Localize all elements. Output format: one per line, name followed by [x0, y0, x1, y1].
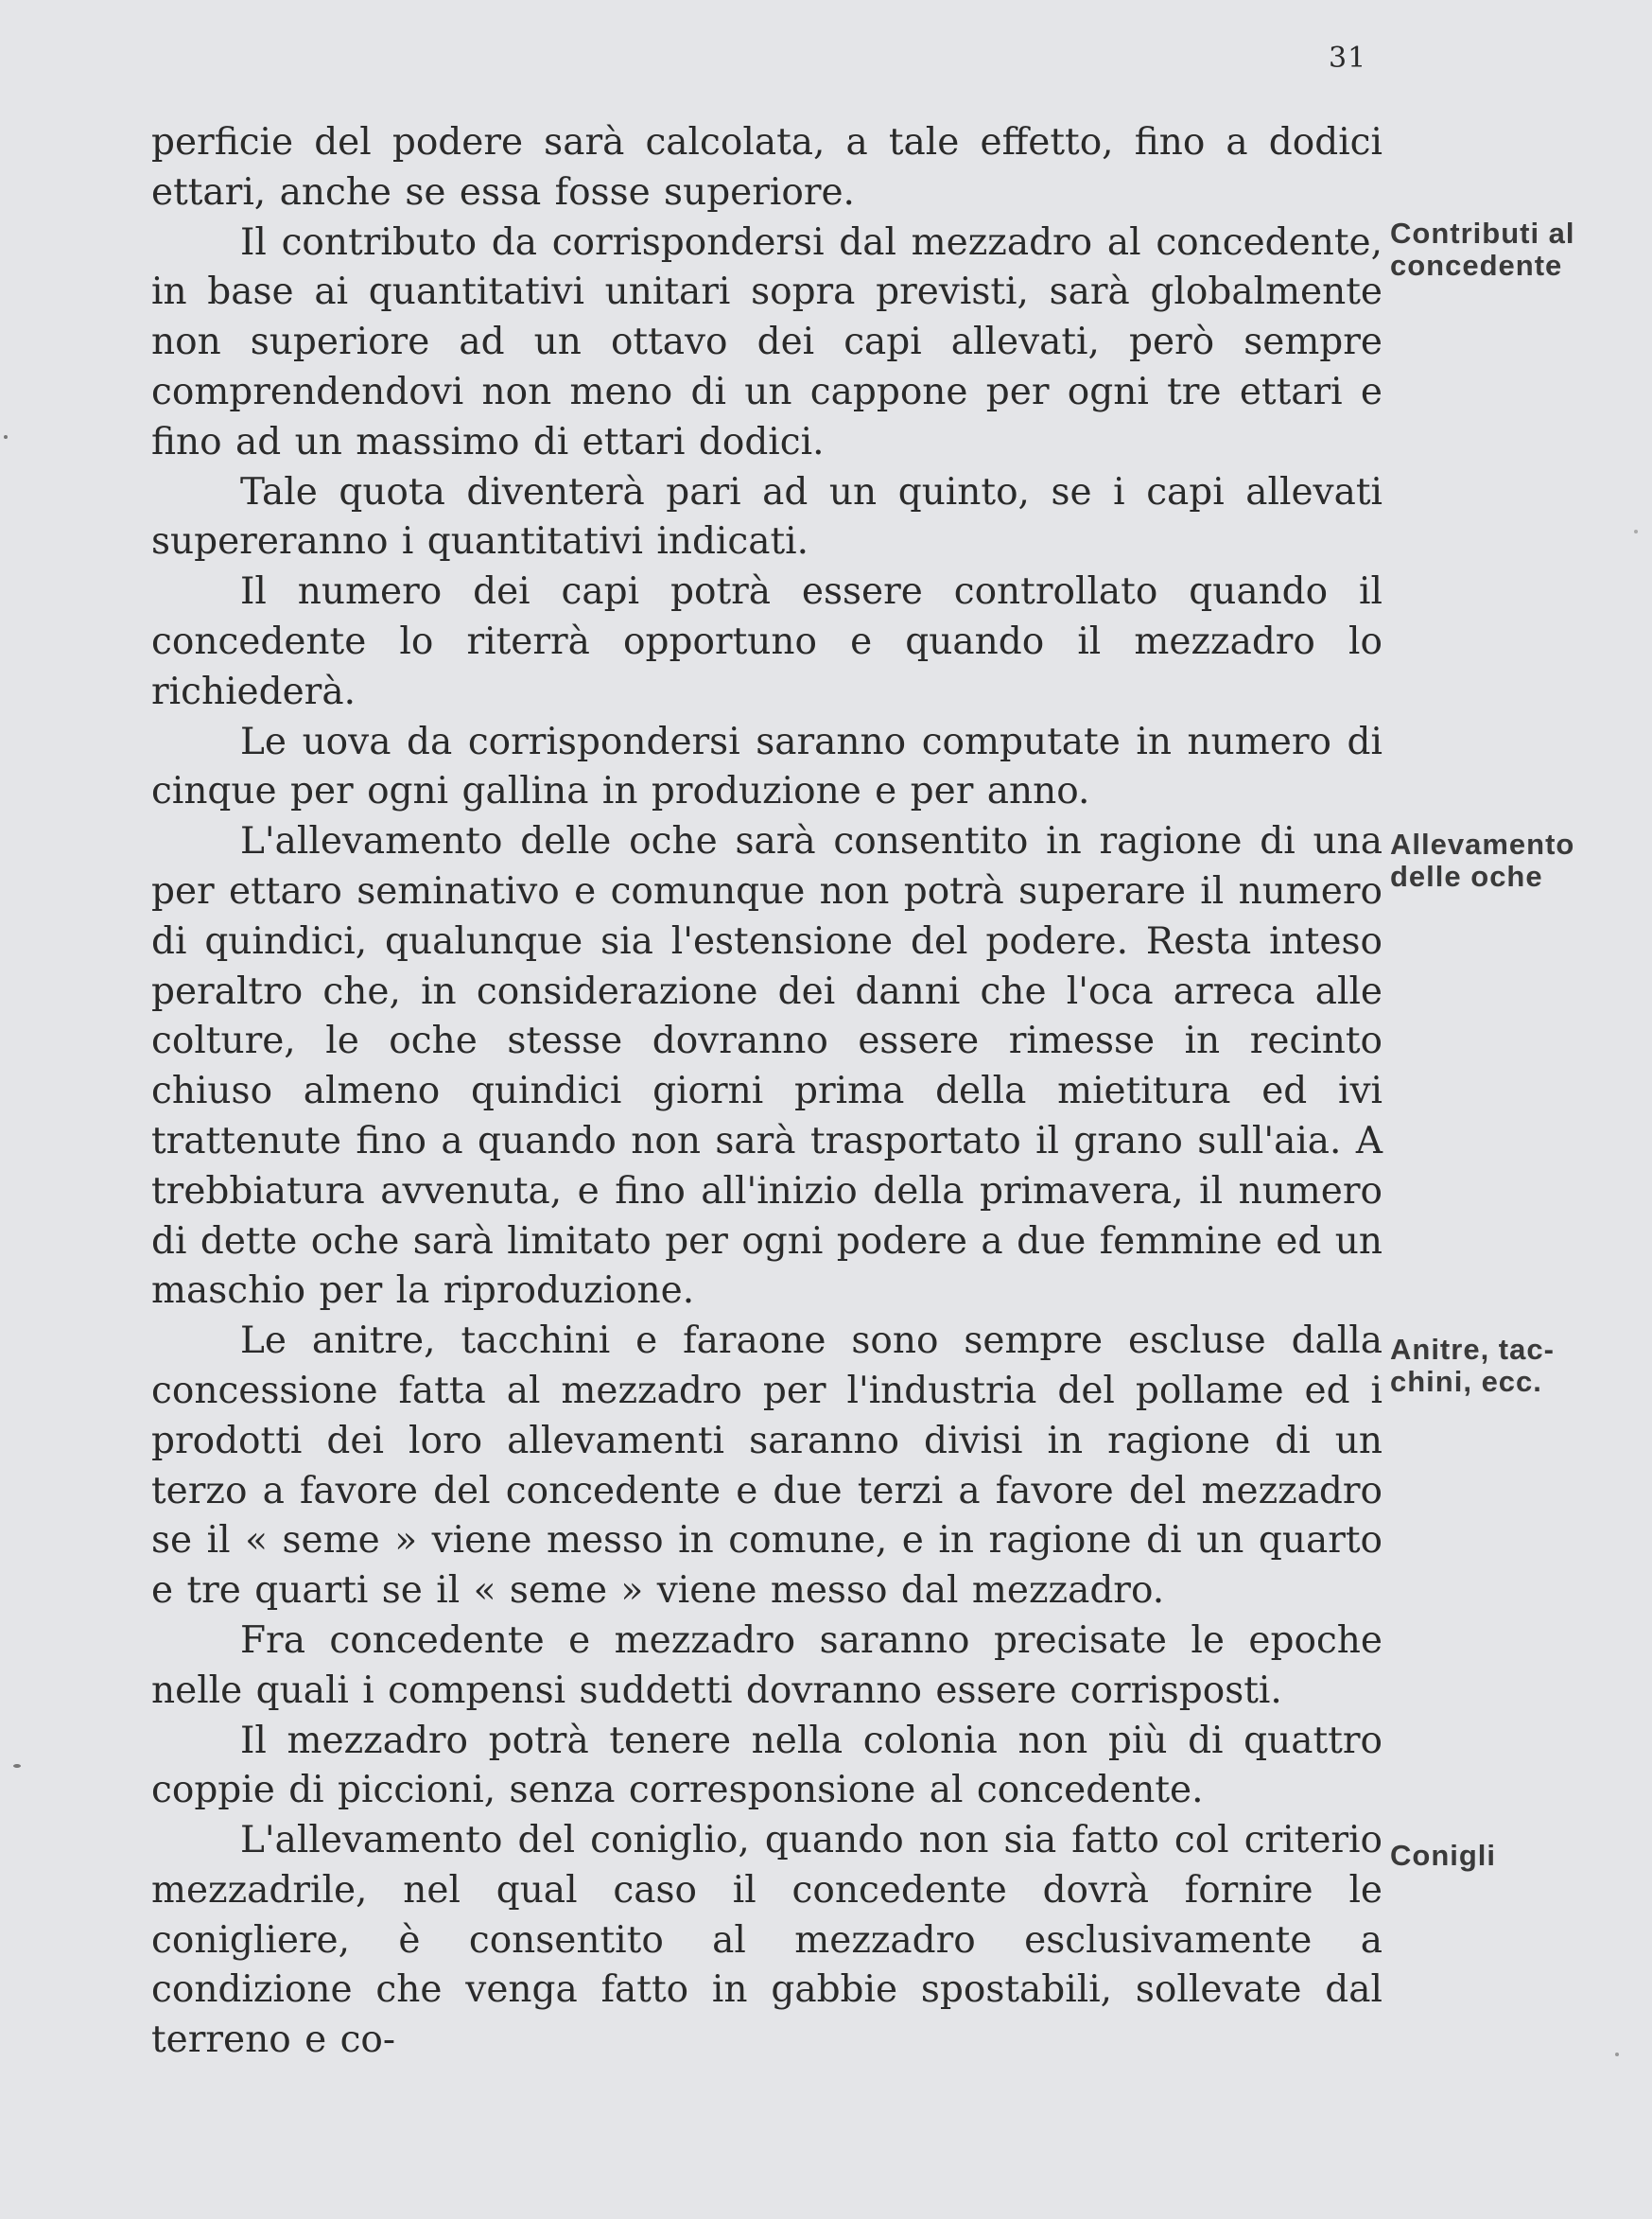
scan-speck [13, 1764, 21, 1768]
margin-note-line: Allevamento [1390, 828, 1575, 861]
margin-note-oche [1390, 829, 1574, 893]
paragraph-8: Fra concedente e mezzadro saranno precisate le epoche nelle quali i compensi suddetti dovranno essere corrisposti. [151, 1618, 1382, 1712]
margin-note-line: Anitre, tac- [1390, 1333, 1555, 1366]
margin-note-line: Contributi al [1390, 217, 1575, 250]
paragraph-4: Il numero dei capi potrà essere controllato quando il concedente lo riterrà opportuno e quando il mezzadro lo richiederà. [151, 570, 1382, 713]
paragraph-1: perficie del podere sarà calcolata, a tale effetto, fino a dodici ettari, anche se essa fosse superiore. [151, 121, 1382, 214]
scan-speck [1634, 530, 1638, 533]
margin-note-anitre [1390, 1334, 1555, 1398]
paragraph-7: Le anitre, tacchini e faraone sono sempre escluse dalla concessione fatta al mezzadro per l'industria del pollame ed i prodotti dei loro allevamenti saranno divisi in ragione di un terzo a favore del concedente e due terzi a favore del mezzadro se il « seme » viene messo in comune, e in ragione di un quarto e tre quarti se il « seme » viene messo dal mezzadro. [151, 1319, 1382, 1613]
paragraph-6: L'allevamento delle oche sarà consentito in ragione di una per ettaro seminativo e comunque non potrà superare il numero di quindici, qualunque sia l'estensione del podere. Resta inteso peraltro che, in considerazione dei danni che l'oca arreca alle colture, le oche stesse dovranno essere rimesse in recinto chiuso almeno quindici giorni prima della mietitura ed ivi trattenute fino a quando non sarà trasportato il grano sull'aia. A trebbiatura avvenuta, e fino all'inizio della primavera, il numero di dette oche sarà limitato per ogni podere a due femmine ed un maschio per la riproduzione. [151, 820, 1382, 1313]
paragraph-3: Tale quota diventerà pari ad un quinto, se i capi allevati supereranno i quantitativi indicati. [151, 470, 1382, 564]
scan-speck [1615, 2053, 1619, 2056]
paragraph-9: Il mezzadro potrà tenere nella colonia non più di quattro coppie di piccioni, senza corresponsione al concedente. [151, 1719, 1382, 1812]
body-text [151, 118, 1382, 2066]
margin-note-line: chini, ecc. [1390, 1365, 1542, 1398]
paragraph-10: L'allevamento del coniglio, quando non sia fatto col criterio mezzadrile, nel qual caso il concedente dovrà fornire le conigliere, è consentito al mezzadro esclusivamente a condizione che venga fatto in gabbie spostabili, sollevate dal terreno e co- [151, 1819, 1382, 2062]
margin-note-conigli [1390, 1840, 1496, 1872]
margin-note-contributi [1390, 218, 1575, 282]
paragraph-2: Il contributo da corrispondersi dal mezzadro al concedente, in base ai quantitativi unitari sopra previsti, sarà globalmente non superiore ad un ottavo dei capi allevati, però sempre comprendendovi non meno di un cappone per ogni tre ettari e fino ad un massimo di ettari dodici. [151, 220, 1382, 463]
page-number: 31 [1329, 42, 1367, 75]
paragraph-5: Le uova da corrispondersi saranno computate in numero di cinque per ogni gallina in produzione e per anno. [151, 720, 1382, 813]
margin-note-line: delle oche [1390, 860, 1543, 893]
margin-note-line: concedente [1390, 249, 1563, 282]
scan-speck [4, 435, 8, 439]
margin-note-line: Conigli [1390, 1839, 1497, 1872]
